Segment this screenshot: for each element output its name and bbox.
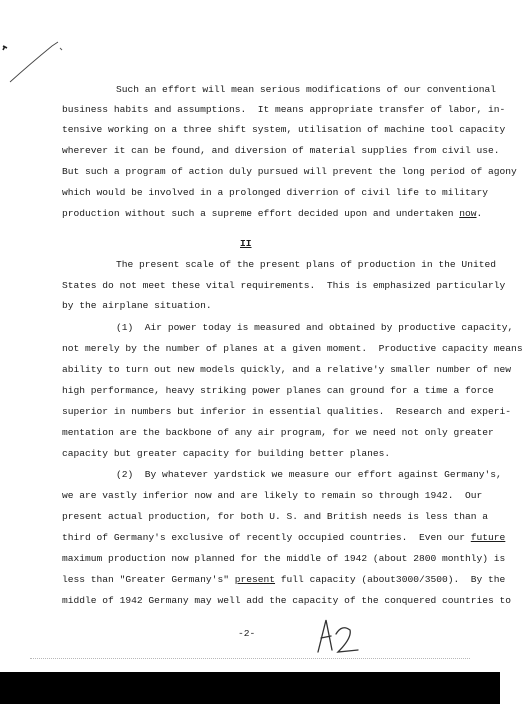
emphasis-future: future — [470, 532, 506, 543]
p4-line-6-end: full capacity (about3000/3500). By the — [275, 574, 506, 585]
p3-line-2: not merely by the number of planes at a given moment. Productive capacity means — [62, 343, 523, 354]
p4-line-5: maximum production now planned for the middle of 1942 (about 2800 monthly) is — [62, 553, 506, 564]
p1-line-3: tensive working on a three shift system, utilisation of machine tool capacity — [62, 124, 506, 135]
p1-line-7-text: production without such a supreme effort decided upon and undertaken — [62, 208, 460, 219]
p4-line-6 — [62, 574, 505, 586]
page-number: -2- — [238, 628, 256, 639]
pencil-mark-icon — [0, 38, 80, 88]
p4-line-4-text: third of Germany's exclusive of recently occupied countries. Even our — [62, 532, 471, 543]
handwritten-annotation-icon — [312, 612, 372, 658]
emphasis-now: now — [459, 208, 477, 219]
scan-artifact-line — [30, 658, 470, 660]
p4-line-6-text: less than "Greater Germany's" — [62, 574, 235, 585]
p1-line-7 — [62, 208, 482, 220]
p1-line-7-end: . — [476, 208, 483, 219]
p3-line-5: superior in numbers but inferior in essential qualities. Research and experi- — [62, 406, 512, 417]
p4-line-1: (2) By whatever yardstick we measure our effort against Germany's, — [116, 469, 502, 480]
p3-line-6: mentation are the backbone of any air program, for we need not only greater — [62, 427, 494, 438]
p4-line-2: we are vastly inferior now and are likely to remain so through 1942. Our — [62, 490, 483, 501]
p4-line-7: middle of 1942 Germany may well add the capacity of the conquered countries to — [62, 595, 512, 606]
p3-line-1: (1) Air power today is measured and obtained by productive capacity, — [116, 322, 514, 333]
p3-line-4: high performance, heavy striking power planes can ground for a time a force — [62, 385, 494, 396]
p2-line-3: by the airplane situation. — [62, 300, 212, 311]
p4-line-3: present actual production, for both U. S. and British needs is less than a — [62, 511, 489, 522]
p3-line-3: ability to turn out new models quickly, and a relative'y smaller number of new — [62, 364, 512, 375]
emphasis-present: present — [234, 574, 276, 585]
p1-line-6: which would be involved in a prolonged diverrion of civil life to military — [62, 187, 489, 198]
p2-line-1: The present scale of the present plans of production in the United — [116, 259, 496, 270]
p3-line-7: capacity but greater capacity for building better planes. — [62, 448, 391, 459]
scan-edge-bar — [0, 672, 500, 704]
p1-line-2: business habits and assumptions. It means appropriate transfer of labor, in- — [62, 104, 506, 115]
p2-line-2: States do not meet these vital requirements. This is emphasized particularly — [62, 280, 506, 291]
p1-line-4: wherever it can be found, and diversion of material supplies from civil use. — [62, 145, 500, 156]
p4-line-4 — [62, 532, 505, 544]
section-heading: II — [240, 238, 252, 249]
p1-line-5: But such a program of action duly pursued will prevent the long period of agony — [62, 166, 517, 177]
p1-line-1: Such an effort will mean serious modifications of our conventional — [116, 84, 496, 95]
